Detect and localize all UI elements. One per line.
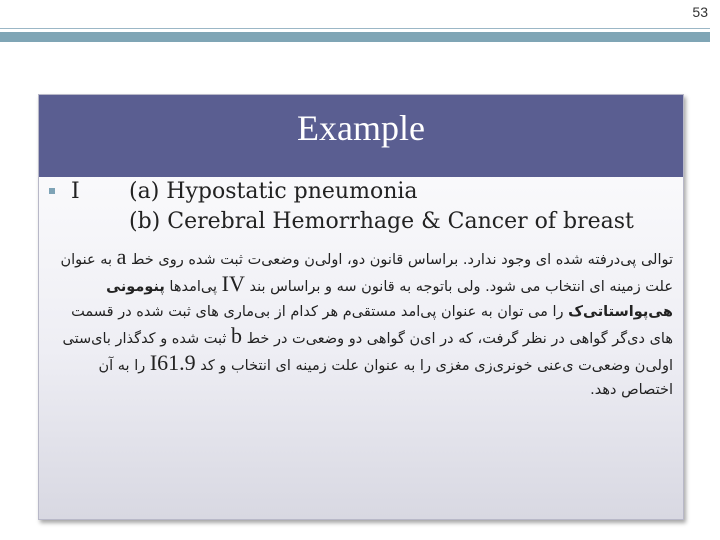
slide-title: Example xyxy=(297,108,425,148)
roman-numeral-iv: IV xyxy=(221,271,245,297)
bullet-item xyxy=(49,179,669,239)
explanation-paragraph xyxy=(47,245,673,403)
line-letter-b: b xyxy=(231,322,243,348)
paragraph-part-5: ثبت شده و کدگذار بای‌ستی اولی‌ن وضعی‌ت ی‌عنی خونری‌زی مغزی را به عنوان علت زمینه ای انتخاب و کد xyxy=(62,330,673,375)
paragraph-part-6: را به آن اختصاص دهد. xyxy=(98,358,673,399)
paragraph-part-2: به عنوان علت زمینه ای انتخاب می شود. ولی باتوجه به قانون سه و براساس بند xyxy=(60,252,673,296)
header-divider xyxy=(0,28,710,29)
case-b-text: (b) Cerebral Hemorrhage & Cancer of breast xyxy=(129,209,634,234)
title-bar xyxy=(39,95,683,177)
header-band xyxy=(0,32,710,42)
page-number: 53 xyxy=(692,4,708,20)
bold-term: پنومونی هی‌پواستاتی‌ک xyxy=(106,279,673,320)
slide-frame xyxy=(38,94,684,520)
bullet-square-icon xyxy=(49,188,55,194)
slide-content xyxy=(39,177,683,519)
line-letter-a: a xyxy=(116,244,127,269)
case-a-text: (a) Hypostatic pneumonia xyxy=(129,179,418,204)
bullet-marker: I xyxy=(71,179,80,204)
paragraph-part-1: توالی پی‌درفته شده ای وجود ندارد. براساس قانون دو، اولی‌ن وضعی‌ت ثبت شده روی خط xyxy=(126,252,673,268)
paragraph-part-3: پی‌امدها xyxy=(164,279,222,296)
paragraph-part-4: را می توان به عنوان پی‌امد مستقی‌م هر کدام از بی‌ماری های ثبت شده در قسمت های دی‌گر گواهی در نظر گرفت، که در ای‌ن گواهی دو وضعی‌ت در خط xyxy=(71,303,673,347)
icd-code: I61.9 xyxy=(149,350,196,376)
